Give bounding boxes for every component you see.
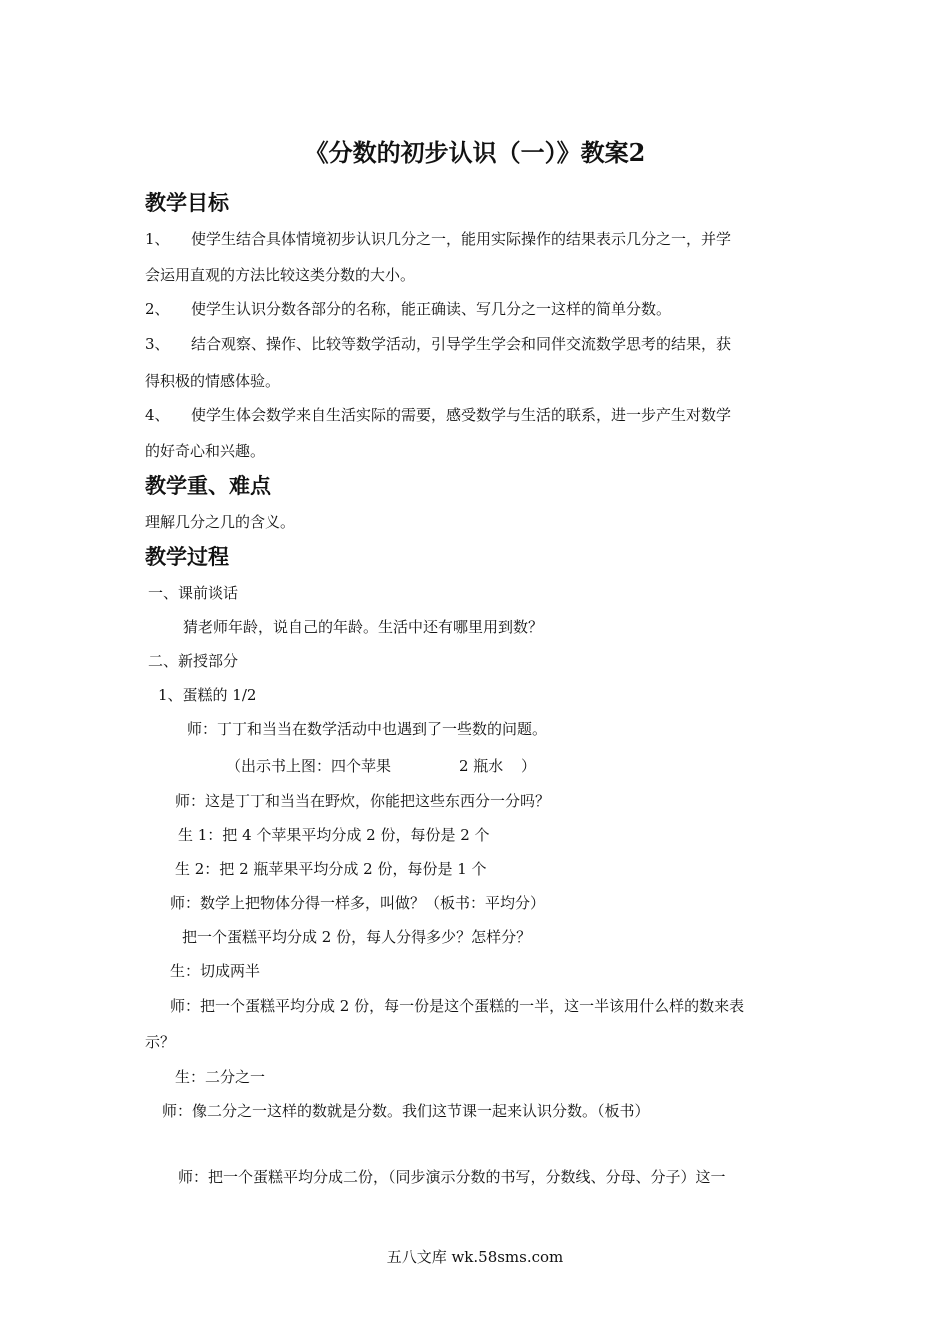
objective-4-number: 4、 bbox=[145, 406, 170, 424]
key-points-heading: 教学重、难点 bbox=[145, 473, 271, 498]
dialogue-line: ） bbox=[521, 757, 537, 775]
dialogue-line: 把一个蛋糕平均分成 2 份，每人分得多少？怎样分？ bbox=[182, 928, 532, 946]
document-title: 《分数的初步认识（一）》教案2 bbox=[304, 138, 646, 167]
dialogue-line: 师：把一个蛋糕平均分成 2 份，每一份是这个蛋糕的一半，这一半该用什么样的数来表 bbox=[170, 997, 745, 1015]
objective-1-number: 1、 bbox=[145, 230, 170, 248]
dialogue-line: 生：切成两半 bbox=[170, 962, 261, 980]
part1-text: 猜老师年龄，说自己的年龄。生活中还有哪里用到数？ bbox=[183, 618, 544, 636]
dialogue-line: 2 瓶水 bbox=[459, 757, 504, 775]
part2-heading: 二、新授部分 bbox=[148, 652, 239, 670]
dialogue-line: 师：像二分之一这样的数就是分数。我们这节课一起来认识分数。（板书） bbox=[162, 1102, 650, 1120]
objective-4-line1: 使学生体会数学来自生活实际的需要，感受数学与生活的联系，进一步产生对数学 bbox=[191, 406, 732, 424]
dialogue-line: 师：把一个蛋糕平均分成二份，（同步演示分数的书写，分数线、分母、分子）这一 bbox=[178, 1168, 726, 1186]
dialogue-line: 生 1：把 4 个苹果平均分成 2 份，每份是 2 个 bbox=[178, 826, 490, 844]
objective-3-line1: 结合观察、操作、比较等数学活动，引导学生学会和同伴交流数学思考的结果，获 bbox=[191, 335, 732, 353]
objective-3-number: 3、 bbox=[145, 335, 170, 353]
objectives-heading: 教学目标 bbox=[145, 190, 229, 215]
dialogue-line: 师：这是丁丁和当当在野炊，你能把这些东西分一分吗？ bbox=[175, 792, 551, 810]
objective-4-line2: 的好奇心和兴趣。 bbox=[145, 442, 266, 460]
dialogue-line: 示？ bbox=[145, 1033, 176, 1051]
objective-3-line2: 得积极的情感体验。 bbox=[145, 372, 281, 390]
objective-1-line2: 会运用直观的方法比较这类分数的大小。 bbox=[145, 266, 416, 284]
objective-1-line1: 使学生结合具体情境初步认识几分之一，能用实际操作的结果表示几分之一，并学 bbox=[191, 230, 732, 248]
part1-heading: 一、课前谈话 bbox=[148, 584, 239, 602]
page-footer: 五八文库 wk.58sms.com bbox=[386, 1248, 564, 1266]
subsection-1-heading: 1、蛋糕的 1/2 bbox=[158, 686, 257, 704]
dialogue-line: 生：二分之一 bbox=[175, 1068, 266, 1086]
dialogue-line: 师：丁丁和当当在数学活动中也遇到了一些数的问题。 bbox=[187, 720, 548, 738]
process-heading: 教学过程 bbox=[145, 544, 229, 569]
objective-2-number: 2、 bbox=[145, 300, 170, 318]
key-points-text: 理解几分之几的含义。 bbox=[145, 513, 296, 531]
dialogue-line: （出示书上图：四个苹果 bbox=[226, 757, 392, 775]
objective-2-line1: 使学生认识分数各部分的名称，能正确读、写几分之一这样的简单分数。 bbox=[191, 300, 672, 318]
dialogue-line: 生 2：把 2 瓶苹果平均分成 2 份，每份是 1 个 bbox=[175, 860, 487, 878]
dialogue-line: 师：数学上把物体分得一样多，叫做？（板书：平均分） bbox=[170, 894, 546, 912]
